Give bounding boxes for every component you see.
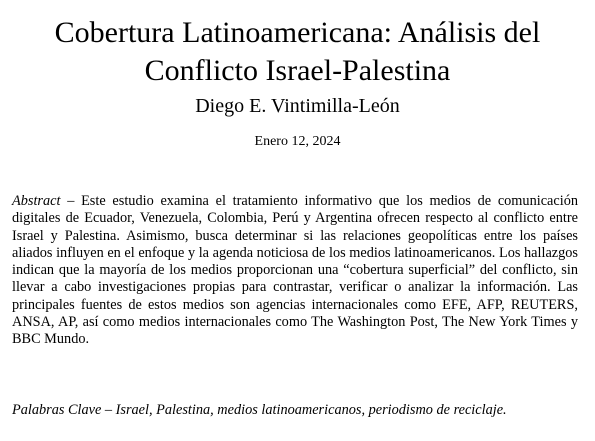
author-name: Diego E. Vintimilla-León: [195, 95, 400, 117]
paper-title: [0, 14, 595, 90]
abstract-paragraph: [12, 193, 578, 349]
publication-date: Enero 12, 2024: [254, 134, 341, 149]
title-line-2: Conflicto Israel-Palestina: [144, 54, 451, 87]
abstract-label: Abstract: [12, 193, 61, 209]
abstract-separator: –: [60, 193, 82, 209]
abstract-text: Este estudio examina el tratamiento informativo que los medios de comunicación digitales de Ecuador, Venezuela, Colombia, Perú y Argentina ofrecen respecto al conflicto entre Israel y Palestina. Asimismo, busca determinar si las relaciones geopolíticas entre los países aliados influyen en el enfoque y la agenda noticiosa de los medios latinoamericanos. Los hallazgos indican que la mayoría de los medios proporcionan una “cobertura superficial” del conflicto, sin llevar a cabo investigaciones propias para contrastar, verificar o analizar la información. Las principales fuentes de estos medios son agencias internacionales como EFE, AFP, REUTERS, ANSA, AP, así como medios internacionales como The Washington Post, The New York Times y BBC Mundo.: [12, 193, 579, 348]
title-line-1: Cobertura Latinoamericana: Análisis del: [54, 16, 541, 49]
keywords-line: Palabras Clave – Israel, Palestina, medios latinoamericanos, periodismo de reciclaje.: [12, 402, 507, 418]
